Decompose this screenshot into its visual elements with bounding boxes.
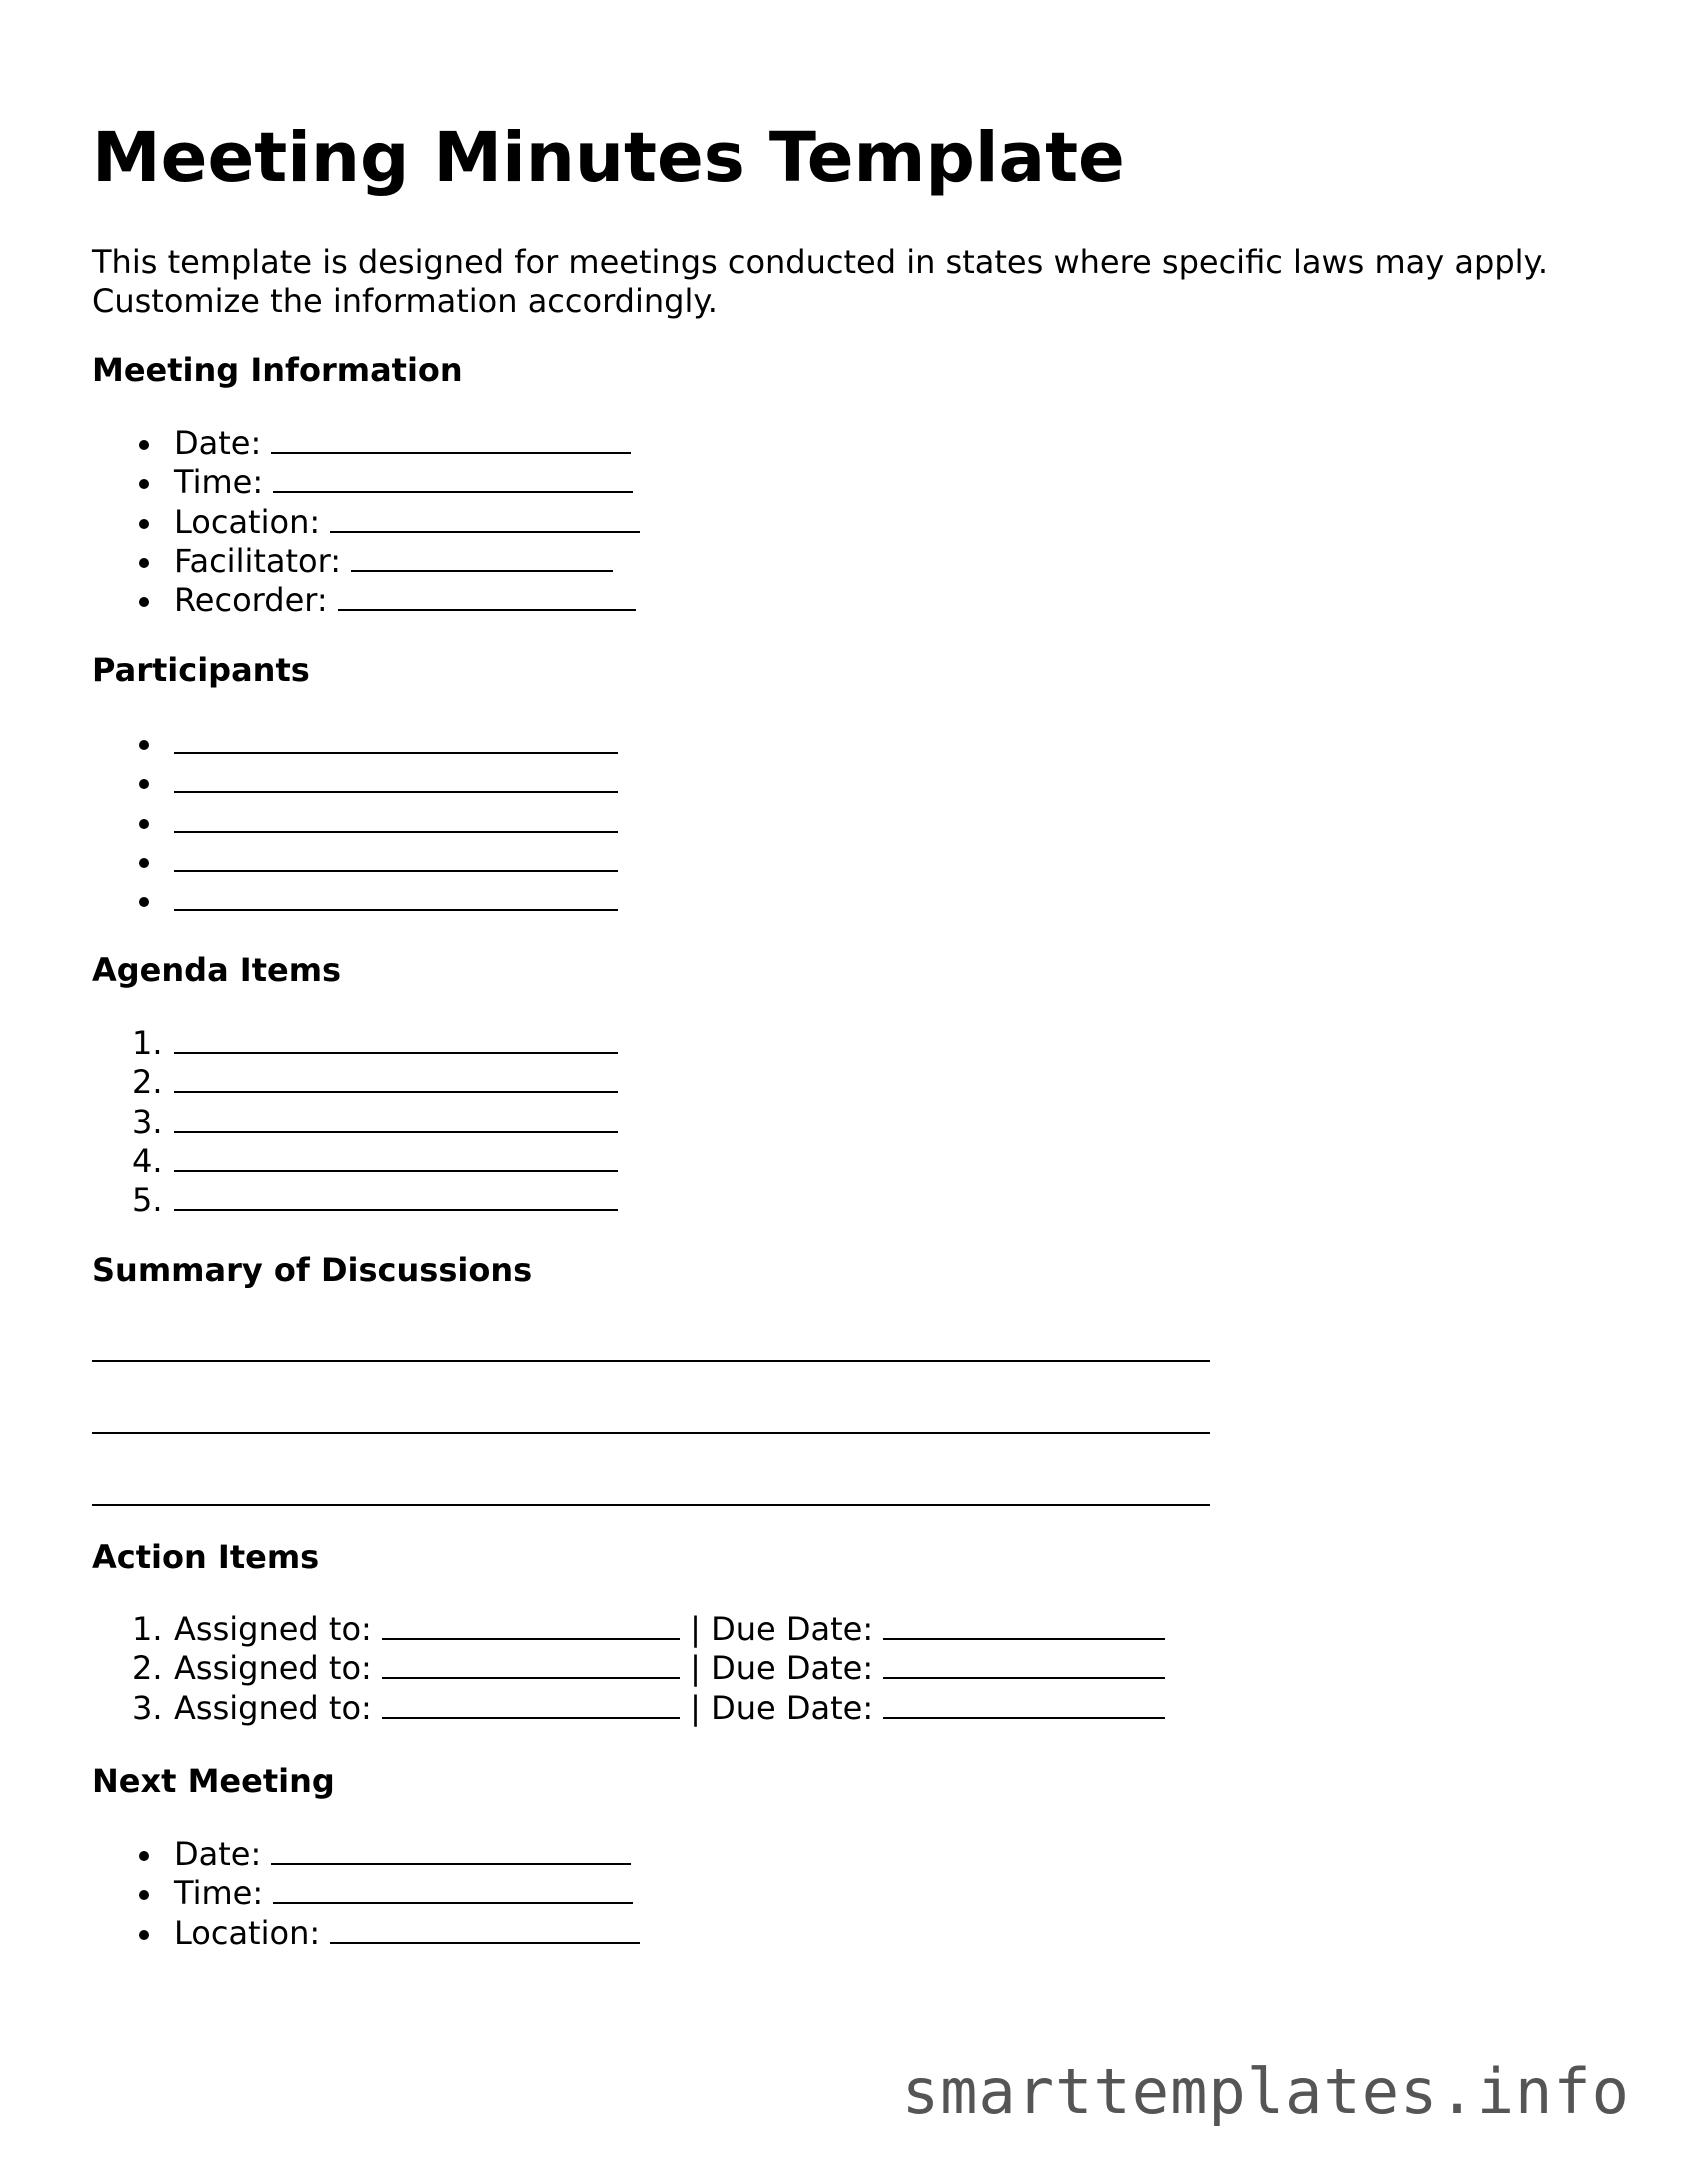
summary-heading: Summary of Discussions [92,1251,533,1289]
due-date-label: Due Date: [711,1688,874,1727]
field-label: Recorder: [174,581,328,619]
list-number: 3. [132,1688,163,1727]
list-item [92,1142,618,1181]
field-label: Date: [174,424,262,462]
summary-line[interactable] [92,1432,1210,1434]
next-time-blank[interactable] [273,1874,633,1904]
list-number: 3. [132,1102,163,1141]
list-item [92,842,618,881]
list-item [92,1610,1165,1649]
list-item [92,1689,1165,1728]
separator: | [690,1688,701,1727]
field-label: Date: [174,1835,262,1873]
field-label: Location: [174,1913,321,1952]
list-number: 5. [132,1181,163,1219]
due-date-label: Due Date: [711,1649,874,1688]
watermark-text: smarttemplates.info [901,2055,1630,2128]
list-item [92,1914,640,1953]
separator: | [690,1649,701,1688]
participant-blank[interactable] [174,724,618,754]
field-label: Location: [174,502,321,541]
recorder-blank[interactable] [338,581,636,611]
separator: | [690,1610,701,1648]
list-item [92,881,618,920]
field-label: Facilitator: [174,541,341,580]
list-number: 1. [132,1610,163,1648]
agenda-list [92,1024,618,1220]
agenda-items-heading: Agenda Items [92,951,342,989]
summary-line[interactable] [92,1504,1210,1506]
list-item [92,1835,640,1874]
due-date-label: Due Date: [711,1610,874,1648]
intro-line: This template is designed for meetings conducted in states where specific laws may apply. [92,243,1549,281]
due-date-blank[interactable] [883,1689,1165,1719]
list-number: 1. [132,1024,163,1062]
meeting-information-list [92,424,640,620]
participant-blank[interactable] [174,842,618,872]
list-item [92,463,640,502]
meeting-information-heading: Meeting Information [92,351,463,389]
list-item [92,1874,640,1913]
list-number: 2. [132,1063,163,1102]
participants-heading: Participants [92,651,310,689]
list-item [92,581,640,620]
due-date-blank[interactable] [883,1610,1165,1640]
field-label: Time: [174,1874,264,1913]
assigned-to-blank[interactable] [382,1689,680,1719]
field-label: Time: [174,463,264,502]
date-blank[interactable] [271,424,631,454]
list-item [92,542,640,581]
action-items-heading: Action Items [92,1538,320,1576]
list-item [92,1181,618,1220]
page-title: Meeting Minutes Template [92,118,1125,198]
list-item [92,503,640,542]
list-item [92,1063,618,1102]
next-meeting-list [92,1835,640,1953]
participant-blank[interactable] [174,881,618,911]
agenda-item-blank[interactable] [174,1181,618,1211]
list-number: 4. [132,1141,163,1180]
time-blank[interactable] [273,463,633,493]
agenda-item-blank[interactable] [174,1103,618,1133]
agenda-item-blank[interactable] [174,1142,618,1172]
assigned-label: Assigned to: [174,1610,372,1648]
list-item [92,1649,1165,1688]
agenda-item-blank[interactable] [174,1063,618,1093]
assigned-label: Assigned to: [174,1649,372,1688]
list-item [92,724,618,763]
assigned-to-blank[interactable] [382,1610,680,1640]
agenda-item-blank[interactable] [174,1024,618,1054]
summary-line[interactable] [92,1360,1210,1362]
intro-paragraph [92,243,1612,321]
list-item [92,803,618,842]
list-item [92,1103,618,1142]
list-item [92,424,640,463]
next-location-blank[interactable] [330,1914,640,1944]
location-blank[interactable] [330,503,640,533]
assigned-label: Assigned to: [174,1688,372,1727]
participants-list [92,724,618,920]
participant-blank[interactable] [174,803,618,833]
facilitator-blank[interactable] [351,542,613,572]
list-item [92,763,618,802]
intro-line: Customize the information accordingly. [92,282,718,320]
list-number: 2. [132,1649,163,1688]
next-meeting-heading: Next Meeting [92,1762,335,1800]
participant-blank[interactable] [174,763,618,793]
due-date-blank[interactable] [883,1649,1165,1679]
next-date-blank[interactable] [271,1835,631,1865]
list-item [92,1024,618,1063]
action-items-list [92,1610,1165,1728]
assigned-to-blank[interactable] [382,1649,680,1679]
